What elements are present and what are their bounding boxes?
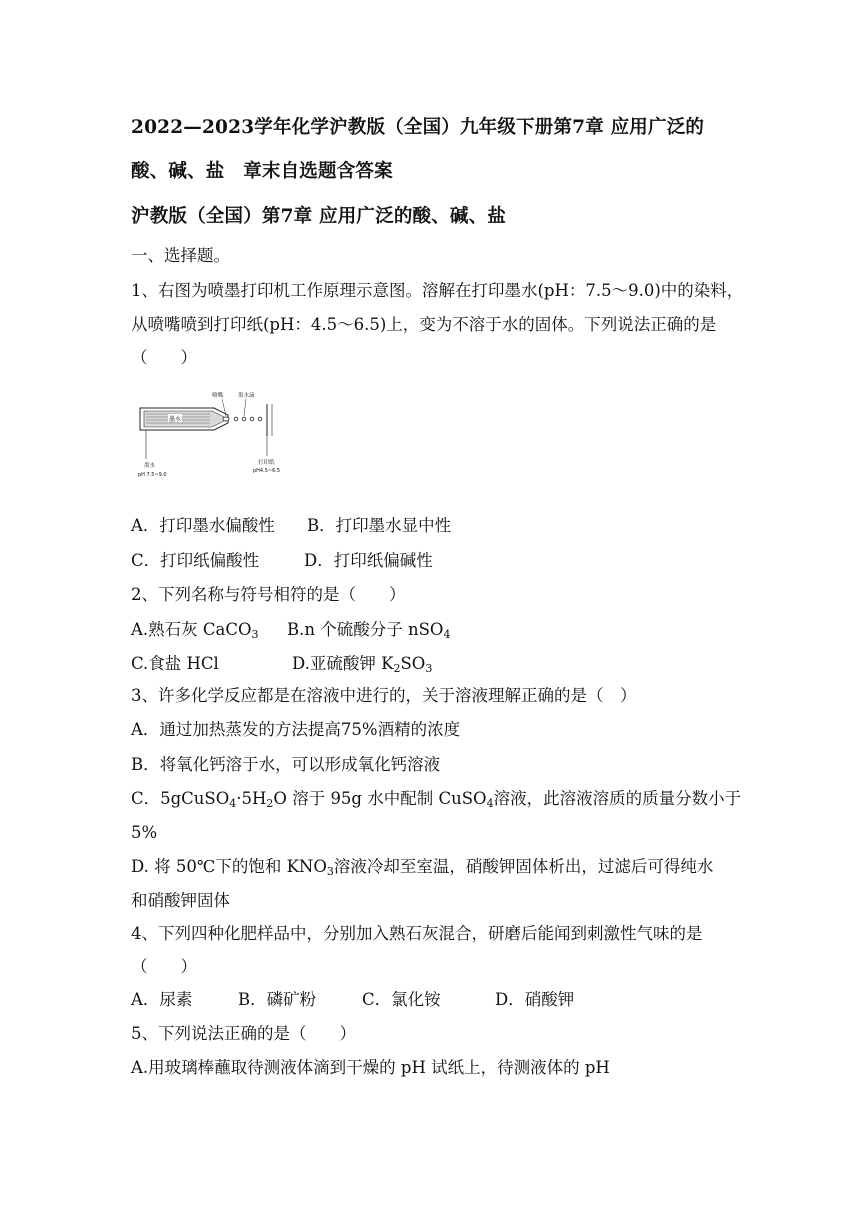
q4-option-a: A．尿素 (131, 990, 193, 1009)
paper-label: 打印纸 (258, 460, 275, 466)
q4-stem-line1: 4、下列四种化肥样品中，分别加入熟石灰混合，研磨后能闻到刺激性气味的是 (131, 924, 703, 943)
ink-label: 墨水 (144, 463, 156, 469)
q3-option-c-line1: C．$5gCuSO_4\cdot 5H_2O$ 溶于 95g 水中配制 CuSO$_4$溶液，此溶液溶质的质量分数小于 (131, 789, 742, 810)
q1-option-c: C．打印纸偏酸性 (131, 551, 260, 570)
q4-options (131, 990, 574, 1010)
inkjet-printer-diagram (136, 384, 296, 484)
q4-option-b: B．磷矿粉 (238, 990, 317, 1009)
q3-option-a: A．通过加热蒸发的方法提高75%酒精的浓度 (131, 720, 461, 739)
q3-stem: 3、许多化学反应都是在溶液中进行的，关于溶液理解正确的是（ ） (131, 686, 637, 705)
q3-option-c-line2: 5% (131, 823, 158, 842)
q2-stem: 2、下列名称与符号相符的是（ ） (131, 585, 406, 604)
document-subtitle: 沪教版（全国）第7章 应用广泛的酸、碱、盐 (131, 206, 507, 227)
section-heading: 一、选择题。 (131, 246, 230, 265)
ink-ph-label: pH 7.5~9.0 (138, 472, 167, 478)
q3-option-d-line2: 和硝酸钾固体 (131, 891, 230, 910)
q1-option-b: B．打印墨水显中性 (307, 516, 452, 535)
q3-option-d-line1: D. 将 50℃下的饱和 $KNO_3$溶液冷却至室温，硝酸钾固体析出，过滤后可得纯水 (131, 857, 714, 878)
q2-option-c: C.食盐 HCl (131, 654, 219, 673)
q2-option-a: A.熟石灰 CaCO$_3$ (131, 620, 259, 641)
q2-options-row1 (131, 620, 450, 645)
q4-stem-line2: （ ） (131, 957, 197, 976)
droplet-label: 墨水滴 (238, 393, 255, 399)
paper-ph-label: pH4.5~6.5 (253, 468, 281, 474)
q4-option-d: D．硝酸钾 (495, 990, 575, 1009)
q1-option-d: D．打印纸偏碱性 (304, 551, 433, 570)
ink-text: 墨水 (169, 416, 182, 423)
q5-stem: 5、下列说法正确的是（ ） (131, 1024, 356, 1043)
q1-option-a: A．打印墨水偏酸性 (131, 516, 275, 535)
q1-stem-line2: 从喷嘴喷到打印纸(pH：4.5～6.5)上，变为不溶于水的固体。下列说法正确的是 (131, 315, 717, 334)
q4-option-c: C．氯化铵 (362, 990, 441, 1009)
q3-option-b: B．将氧化钙溶于水，可以形成氧化钙溶液 (131, 755, 441, 774)
q5-option-a: A.用玻璃棒蘸取待测液体滴到干燥的 pH 试纸上，待测液体的 pH (131, 1058, 610, 1077)
q1-options-row2 (131, 551, 433, 571)
nozzle-label: 喷嘴 (212, 393, 224, 399)
q1-stem-line3: （ ） (131, 348, 197, 367)
q2-option-d: D.亚硫酸钾 $K_2SO_3$ (292, 654, 433, 675)
q1-stem-line1: 1、右图为喷墨打印机工作原理示意图。溶解在打印墨水(pH：7.5～9.0)中的染料， (131, 281, 744, 300)
document-title-line2: 酸、碱、盐 章末自选题含答案 (131, 161, 393, 182)
q1-options-row1 (131, 516, 451, 536)
document-title-line1: 2022—2023学年化学沪教版（全国）九年级下册第7章 应用广泛的 (131, 117, 705, 138)
q2-option-b: B.n 个硫酸分子 nSO$_4$ (287, 620, 451, 641)
q2-options-row2 (131, 654, 432, 679)
